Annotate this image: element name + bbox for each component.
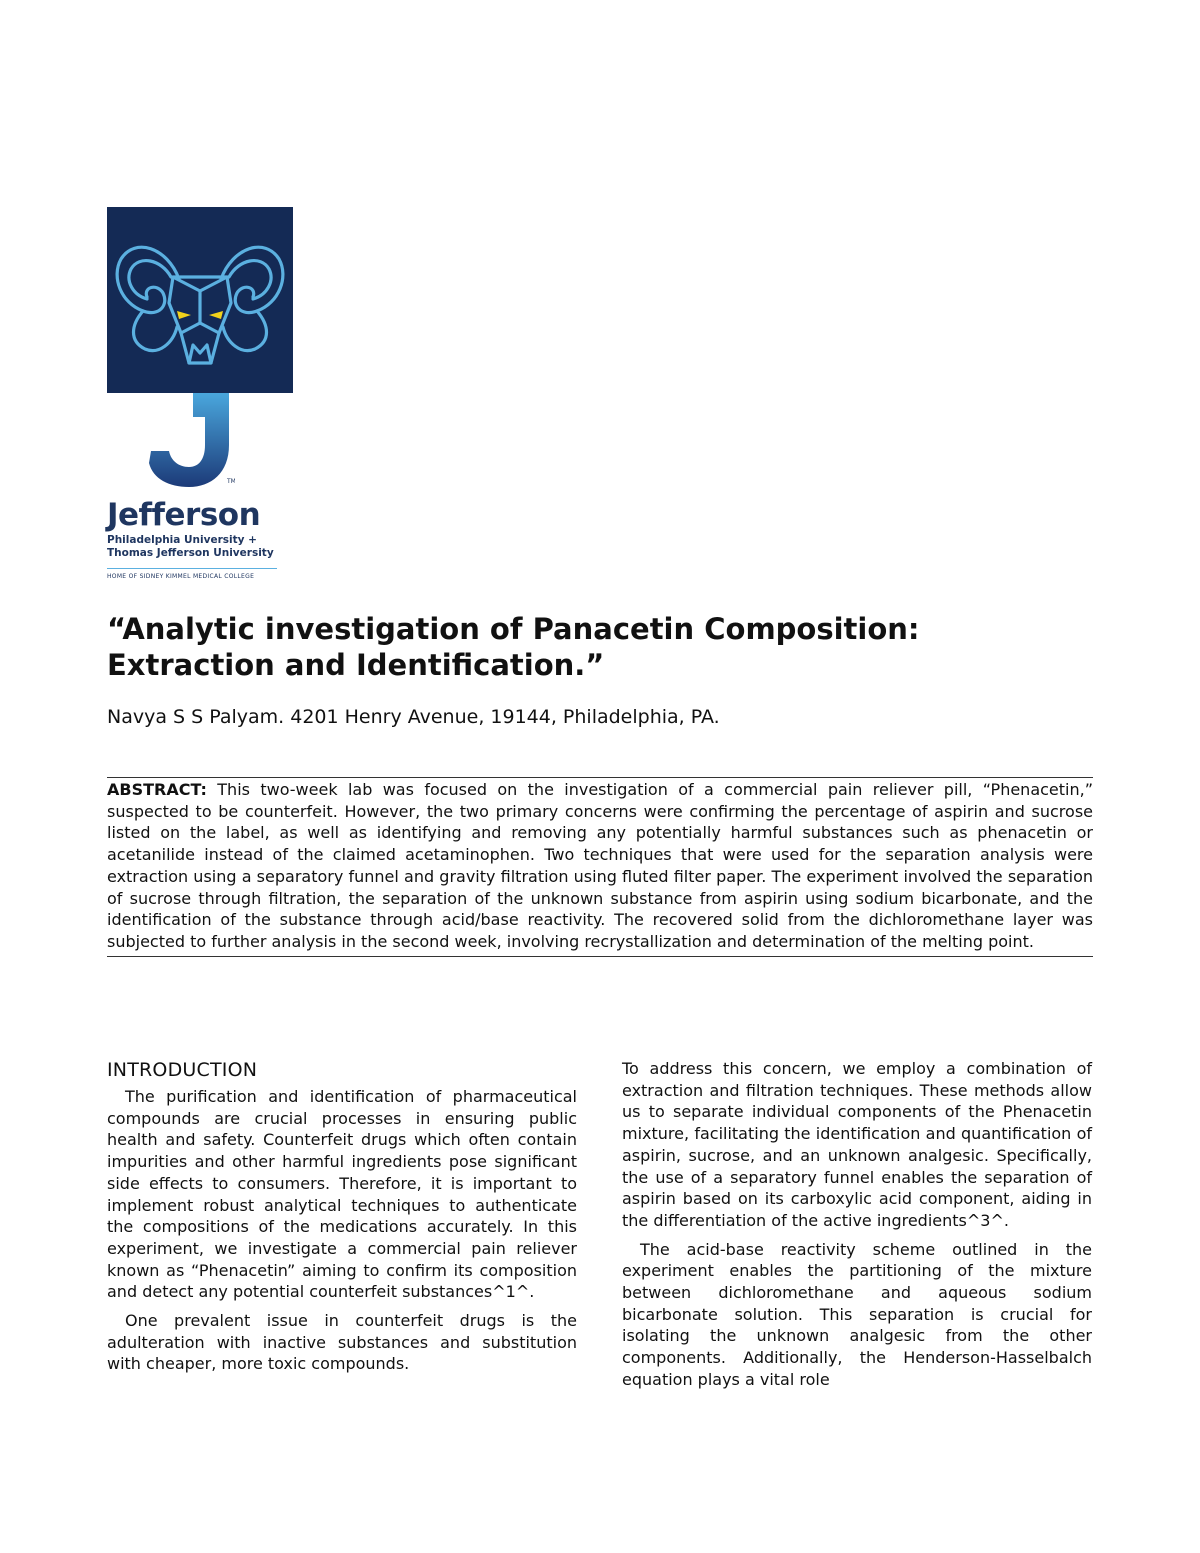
logo-tagline: HOME OF SIDNEY KIMMEL MEDICAL COLLEGE (107, 573, 255, 580)
paper-title: “Analytic investigation of Panacetin Composition: Extraction and Identification.” (107, 612, 920, 682)
j-mark-icon (145, 393, 235, 489)
introduction-heading: INTRODUCTION (107, 1059, 258, 1081)
introduction-column-right (622, 1058, 1092, 1391)
logo-wordmark: Jefferson (107, 497, 261, 533)
logo-divider (107, 568, 277, 569)
logo-subtitle-1: Philadelphia University + (107, 534, 257, 546)
logo-subtitle-2: Thomas Jefferson University (107, 547, 274, 559)
abstract-label: ABSTRACT: (107, 780, 207, 799)
ram-emblem-icon (107, 207, 293, 393)
abstract-section (107, 777, 1093, 957)
intro-paragraph: The acid-base reactivity scheme outlined in the experiment enables the partitioning of the mixture between dichloromethane and aqueous sodium bicarbonate solution. This separation is crucial for isolating the unknown analgesic from the other components. Additionally, the Henderson-Hasselbalch equation plays a vital role (622, 1239, 1092, 1389)
intro-paragraph: One prevalent issue in counterfeit drugs is the adulteration with inactive substances and substitution with cheaper, more toxic compounds. (107, 1311, 577, 1374)
university-logo (107, 207, 293, 587)
intro-paragraph: The purification and identification of pharmaceutical compounds are crucial processes in ensuring public health and safety. Counterfeit drugs which often contain impurities and other harmful ingredients pose significant side effects to consumers. Therefore, it is important to implement robust analytical techniques to authenticate the compositions of the medications accurately. In this experiment, we investigate a commercial pain reliever known as “Phenacetin” aiming to confirm its composition and detect any potential counterfeit substances^1^. (107, 1087, 577, 1302)
abstract-text: This two-week lab was focused on the investigation of a commercial pain reliever pill, “Phenacetin,” suspected to be counterfeit. However, the two primary concerns were confirming the percentage of aspirin and sucrose listed on the label, as well as identifying and removing any potentially harmful substances such as phenacetin or acetanilide instead of the claimed acetaminophen. Two techniques that were used for the separation analysis were extraction using a separatory funnel and gravity filtration using fluted filter paper. The experiment involved the separation of sucrose through filtration, the separation of the unknown substance from aspirin using sodium bicarbonate, and the identification of the substance through acid/base reactivity. The recovered solid from the dichloromethane layer was subjected to further analysis in the second week, involving recrystallization and determination of the melting point. (107, 780, 1093, 951)
introduction-column-left (107, 1058, 577, 1375)
intro-paragraph: To address this concern, we employ a combination of extraction and filtration techniques. These methods allow us to separate individual components of the Phenacetin mixture, facilitating the identification and quantification of aspirin, sucrose, and an unknown analgesic. Specifically, the use of a separatory funnel enables the separation of aspirin based on its carboxylic acid component, aiding in the differentiation of the active ingredients^3^. (622, 1059, 1092, 1230)
paper-authors: Navya S S Palyam. 4201 Henry Avenue, 19144, Philadelphia, PA. (107, 706, 720, 728)
trademark-mark: TM (227, 478, 235, 485)
